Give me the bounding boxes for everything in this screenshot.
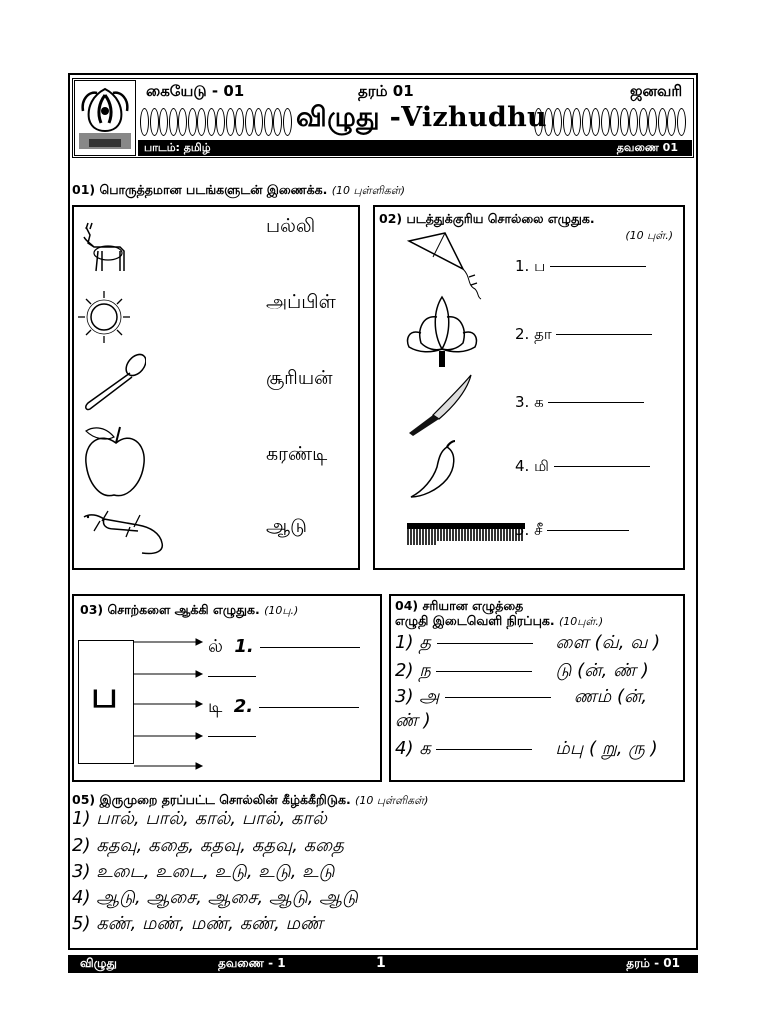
q4-title-1: 04) சரியான எழுத்தை: [395, 598, 524, 613]
q3-box: [72, 594, 382, 782]
footer-grade: தரம் - 01: [626, 956, 680, 970]
q5-item-3[interactable]: 3) உடை, உடை, உடு, உடு, உடு: [72, 861, 335, 882]
q4-title-2: எழுதி இடைவெளி நிரப்புக. (10புள்.): [395, 613, 604, 628]
q5-item-2[interactable]: 2) கதவு, கதை, கதவு, கதவு, கதை: [72, 835, 344, 856]
decor-oval: [235, 108, 244, 136]
decor-oval: [245, 108, 254, 136]
q2-item-5: 5. சீ: [515, 521, 629, 541]
q1-word-5[interactable]: ஆடு: [266, 515, 307, 537]
q4-wrap: ண் ): [395, 710, 431, 731]
decor-oval: [582, 108, 591, 136]
footer-bar: [68, 955, 698, 973]
q5-item-5[interactable]: 5) கண், மண், மண், கண், மண்: [72, 913, 323, 934]
month-label: ஜனவரி: [630, 82, 683, 100]
decor-oval: [283, 108, 292, 136]
decor-oval: [591, 108, 600, 136]
answer-line[interactable]: [208, 736, 256, 737]
goat-icon: [80, 221, 130, 275]
arrows: [134, 632, 204, 782]
decor-oval: [563, 108, 572, 136]
decor-oval: [140, 108, 149, 136]
q1-word-3[interactable]: சூரியன்: [266, 367, 333, 389]
decor-oval: [264, 108, 273, 136]
page-title: விழுது -Vizhudhu: [296, 102, 547, 133]
decor-oval: [610, 108, 619, 136]
lizard-icon: [80, 507, 166, 561]
decor-oval: [207, 108, 216, 136]
q2-item-3: 3. க: [515, 393, 644, 413]
answer-line[interactable]: [445, 697, 551, 698]
decor-oval: [648, 108, 657, 136]
q4-box: [389, 594, 685, 782]
answer-line[interactable]: [556, 334, 652, 335]
q2-item-1: 1. ப: [515, 257, 646, 277]
decor-oval: [273, 108, 282, 136]
q1-word-1[interactable]: பல்லி: [266, 215, 316, 237]
answer-line[interactable]: [436, 749, 532, 750]
q2-item-2: 2. தா: [515, 325, 652, 345]
q4-item-1: 1) த ளை (வ், வ ): [395, 632, 661, 653]
term-label: தவணை 01: [616, 141, 678, 154]
decor-oval: [226, 108, 235, 136]
q1-word-4[interactable]: கரண்டி: [266, 443, 328, 465]
letter-box: [78, 640, 134, 764]
answer-line[interactable]: [550, 266, 646, 267]
q2-item-4: 4. மி: [515, 457, 650, 477]
q4-item-2: 2) ந டு (ன், ண் ): [395, 660, 649, 681]
decor-oval: [188, 108, 197, 136]
q2-title: 02) படத்துக்குரிய சொல்லை எழுதுக.: [379, 211, 595, 226]
q1-word-2[interactable]: அப்பிள்: [266, 291, 336, 313]
answer-line[interactable]: [208, 676, 256, 677]
answer-line[interactable]: [554, 466, 650, 467]
decor-ovals-left: [140, 108, 292, 138]
subject-bar: [138, 140, 692, 156]
q3-row-1: ல் 1.: [208, 636, 360, 659]
sun-icon: [78, 289, 130, 345]
answer-line[interactable]: [259, 707, 359, 708]
q3-row-2: டி 2.: [208, 696, 359, 719]
q3-title: 03) சொற்களை ஆக்கி எழுதுக. (10பு.): [80, 602, 299, 617]
source-letter: ப: [91, 675, 118, 716]
answer-line[interactable]: [260, 647, 360, 648]
decor-oval: [667, 108, 676, 136]
kite-icon: [405, 231, 487, 301]
q4-item-3: 3) அ ணம் (ன்,: [395, 686, 648, 707]
q4-item-4: 4) க ம்பு ( று, ரு ): [395, 738, 658, 759]
emblem-icon: [75, 81, 135, 155]
footer-term: தவணை - 1: [218, 956, 286, 970]
decor-oval: [629, 108, 638, 136]
spoon-icon: [80, 353, 146, 413]
decor-oval: [658, 108, 667, 136]
apple-icon: [80, 421, 150, 501]
answer-line[interactable]: [437, 643, 533, 644]
q1-box: [72, 205, 360, 570]
q5-item-4[interactable]: 4) ஆடு, ஆசை, ஆசை, ஆடு, ஆடு: [72, 887, 358, 908]
decor-oval: [620, 108, 629, 136]
decor-oval: [169, 108, 178, 136]
decor-oval: [601, 108, 610, 136]
decor-oval: [553, 108, 562, 136]
decor-oval: [639, 108, 648, 136]
page-number: 1: [376, 955, 386, 971]
guide-label: கையேடு - 01: [146, 82, 245, 100]
q5-title: 05) இருமுறை தரப்பட்ட சொல்லின் கீழ்க்கீறிடுக. (10 புள்ளிகள்): [72, 792, 429, 807]
logo: [74, 80, 136, 156]
decor-oval: [159, 108, 168, 136]
decor-oval: [150, 108, 159, 136]
grade-label: தரம் 01: [358, 82, 414, 100]
decor-oval: [254, 108, 263, 136]
subject-label: பாடம்: தமிழ்: [144, 141, 211, 154]
answer-line[interactable]: [436, 671, 532, 672]
q2-points: (10 புள்.): [625, 229, 673, 242]
footer-left: விழுது: [80, 956, 117, 970]
decor-oval: [197, 108, 206, 136]
decor-oval: [216, 108, 225, 136]
decor-oval: [572, 108, 581, 136]
q1-title: 01) பொருத்தமான படங்களுடன் இணைக்க. (10 புள்ளிகள்): [72, 182, 406, 197]
comb-icon: [407, 521, 525, 547]
q2-box: [373, 205, 685, 570]
lotus-icon: [403, 293, 481, 369]
knife-icon: [405, 373, 475, 437]
decor-ovals-right: [534, 108, 686, 138]
q5-item-1[interactable]: 1) பால், பால், கால், பால், கால்: [72, 808, 327, 829]
chili-icon: [407, 439, 463, 501]
answer-line[interactable]: [547, 530, 629, 531]
decor-oval: [178, 108, 187, 136]
answer-line[interactable]: [548, 402, 644, 403]
decor-oval: [677, 108, 686, 136]
